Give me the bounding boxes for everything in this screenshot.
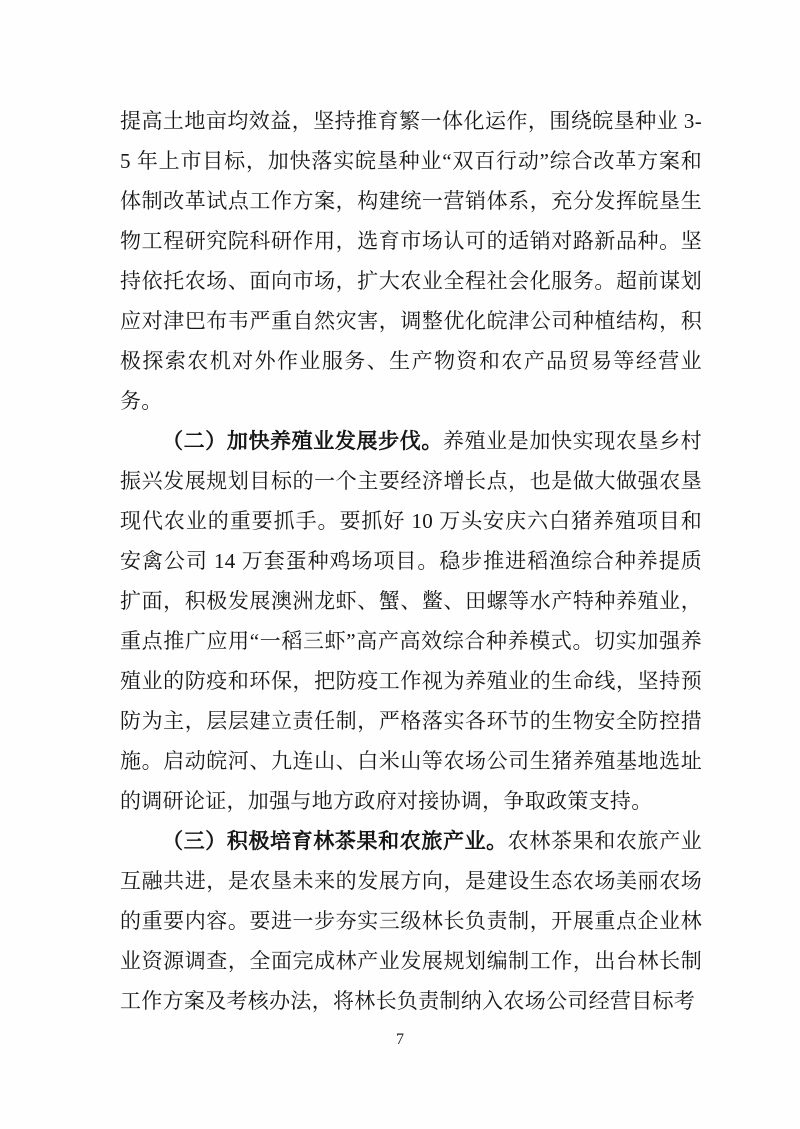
paragraph-text: 提高土地亩均效益，坚持推育繁一体化运作，围绕皖垦种业 3-5 年上市目标，加快落实皖垦种业“双百行动”综合改革方案和体制改革试点工作方案，构建统一营销体系，充分发挥皖垦生物工程研究院科研作用，选育市场认可的适销对路新品种。坚持依托农场、面向市场，扩大农业全程社会化服务。超前谋划应对津巴布韦严重自然灾害，调整优化皖津公司种植结构，积极探索农机对外作业服务、生产物资和农产品贸易等经营业务。	[120, 109, 702, 413]
paragraph-continuation	[120, 101, 702, 421]
section-heading: （二）加快养殖业发展步伐。	[162, 429, 443, 453]
section-heading: （三）积极培育林茶果和农旅产业。	[162, 829, 508, 853]
paragraph-section-2	[120, 421, 702, 821]
document-body	[120, 101, 702, 1021]
paragraph-text: 养殖业是加快实现农垦乡村振兴发展规划目标的一个主要经济增长点，也是做大做强农垦现代农业的重要抓手。要抓好 10 万头安庆六白猪养殖项目和安禽公司 14 万套蛋种鸡场项目。稳步推进稻渔综合种养提质扩面，积极发展澳洲龙虾、蟹、鳖、田螺等水产特种养殖业，重点推广应用“一稻三虾”高产高效综合种养模式。切实加强养殖业的防疫和环保，把防疫工作视为养殖业的生命线，坚持预防为主，层层建立责任制，严格落实各环节的生物安全防控措施。启动皖河、九连山、白米山等农场公司生猪养殖基地选址的调研论证，加强与地方政府对接协调，争取政策支持。	[120, 429, 702, 813]
paragraph-section-3	[120, 821, 702, 1021]
paragraph-text: 农林茶果和农旅产业互融共进，是农垦未来的发展方向，是建设生态农场美丽农场的重要内容。要进一步夯实三级林长负责制，开展重点企业林业资源调查，全面完成林产业发展规划编制工作，出台林长制工作方案及考核办法，将林长负责制纳入农场公司经营目标考	[120, 829, 702, 1013]
page-number: 7	[396, 1031, 404, 1048]
